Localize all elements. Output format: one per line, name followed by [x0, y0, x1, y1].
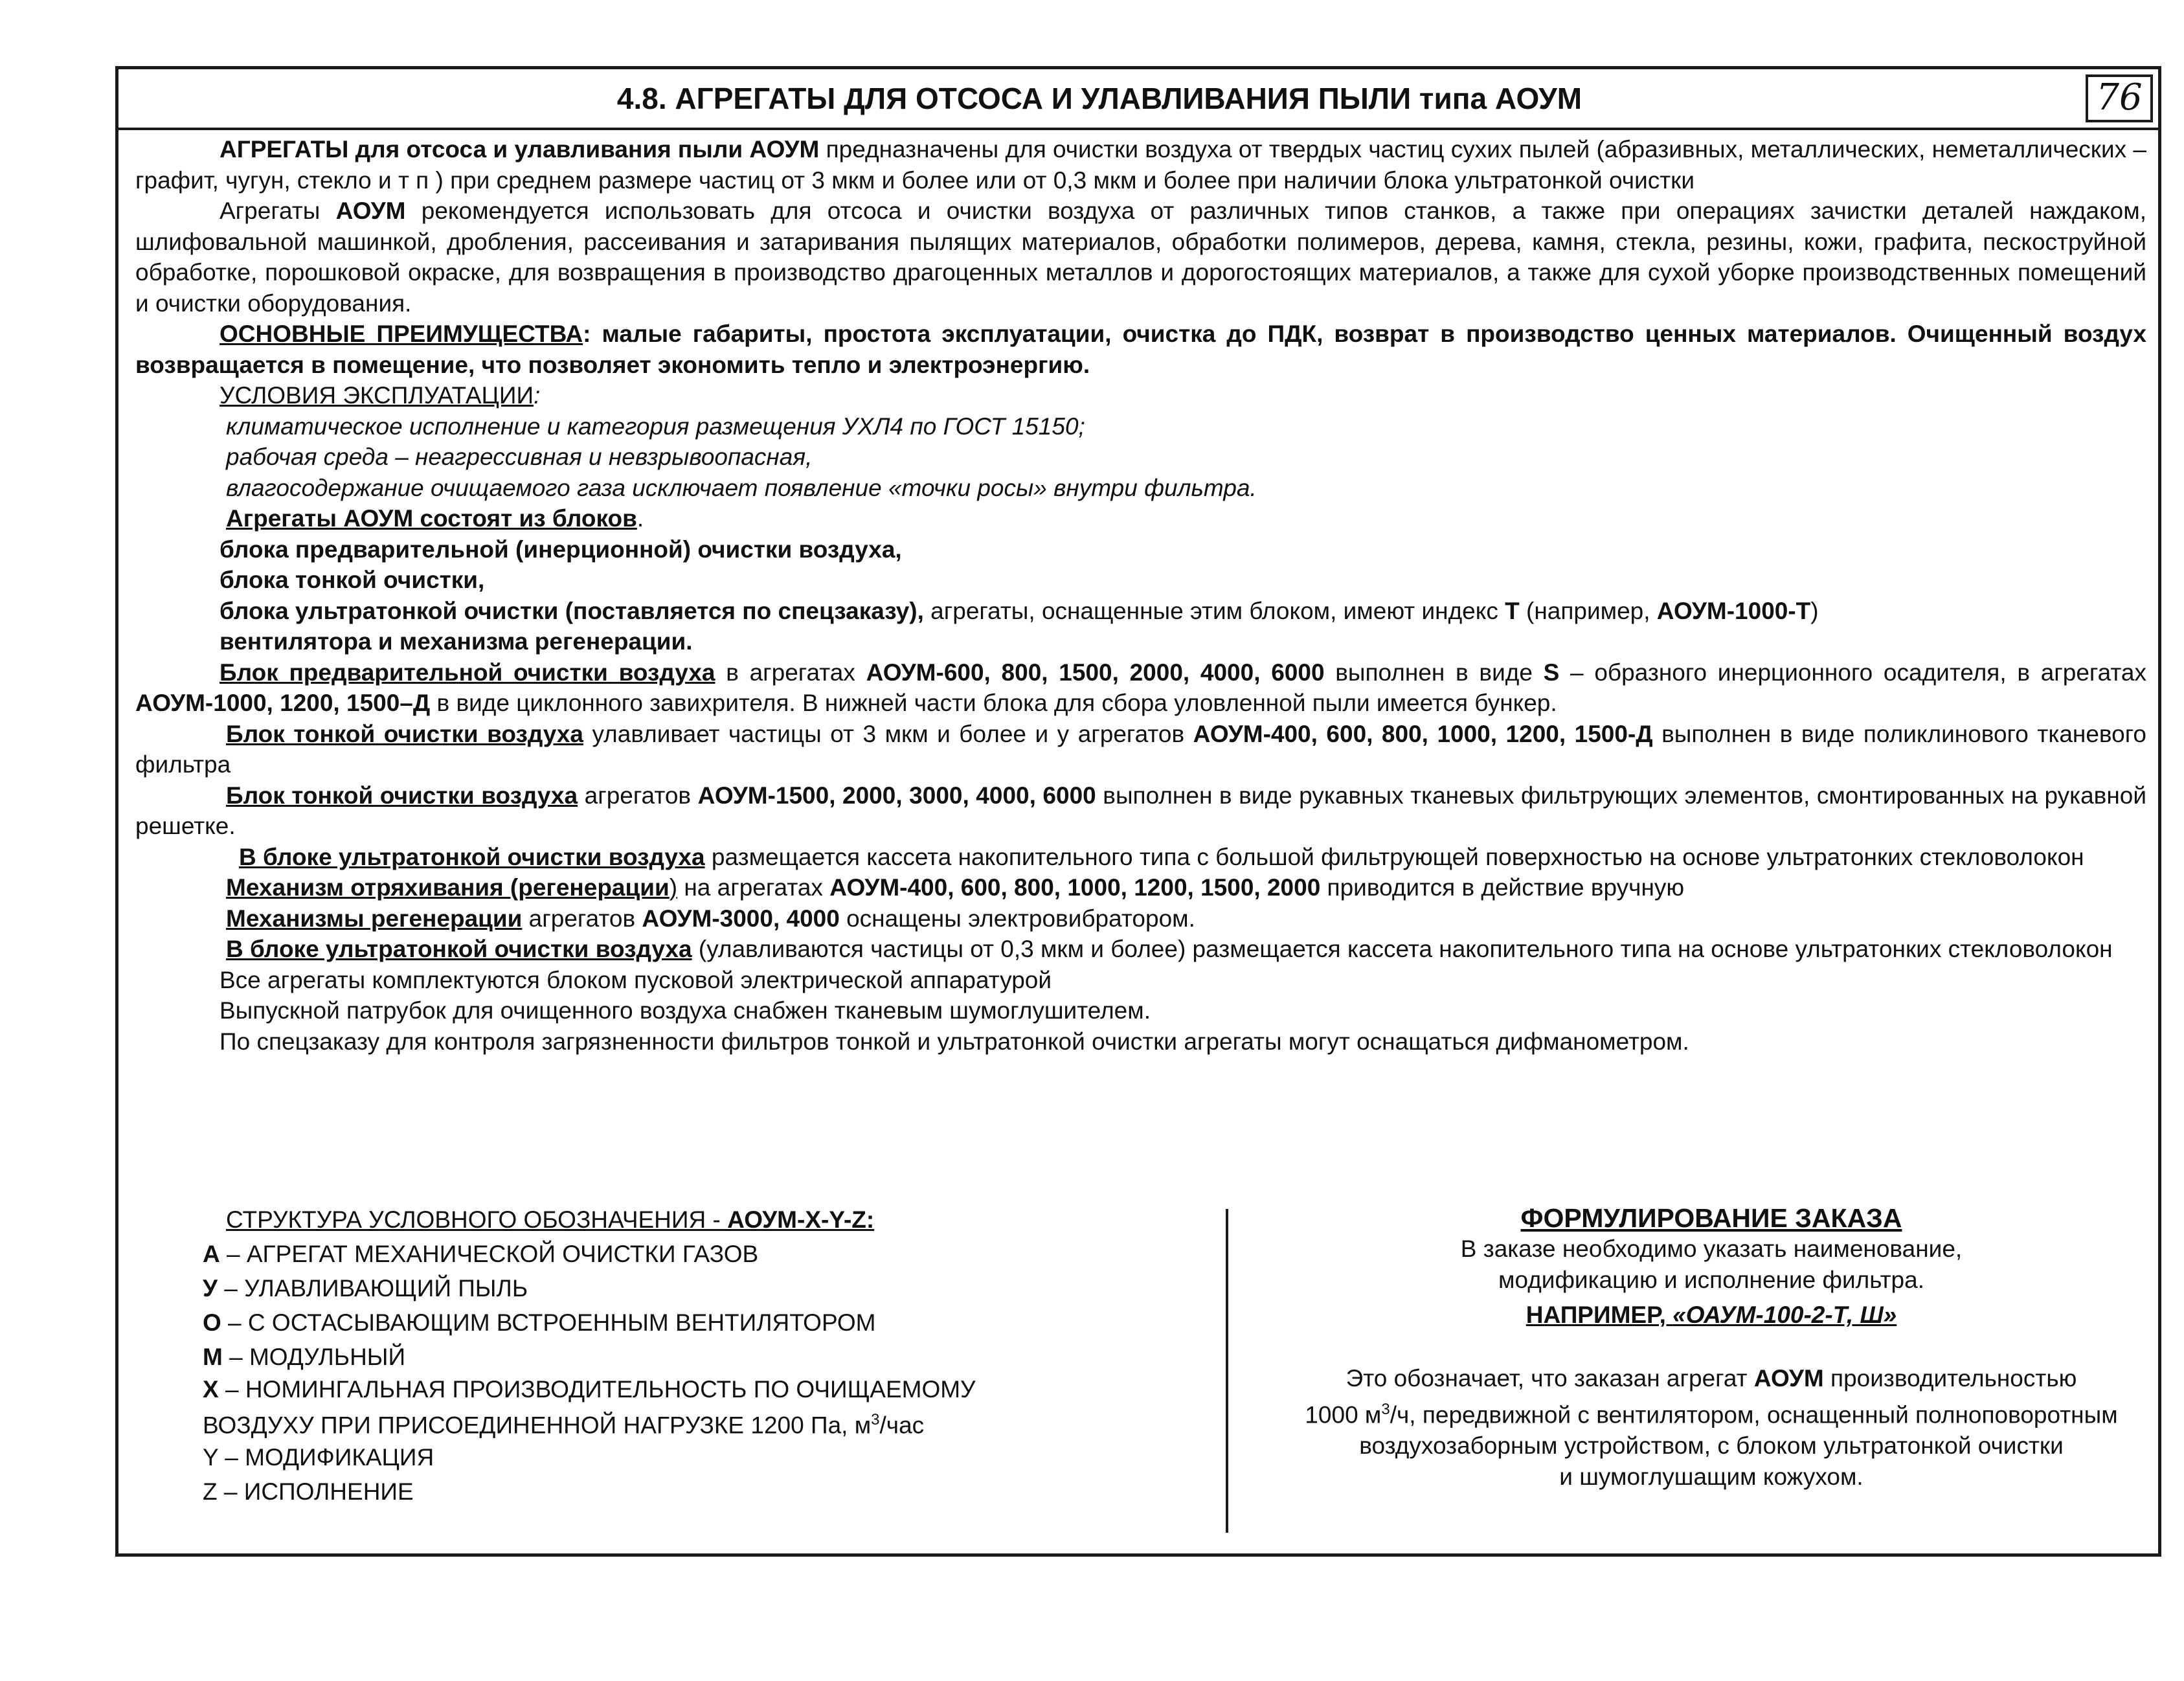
structure-key: О: [203, 1309, 221, 1336]
ultra-paren: (например,: [1519, 597, 1657, 624]
structure-text: – С ОСТАСЫВАЮЩИМ ВСТРОЕННЫМ ВЕНТИЛЯТОРОМ: [221, 1309, 876, 1336]
pre-t1: в агрегатах: [715, 659, 866, 686]
order-title: ФОРМУЛИРОВАНИЕ ЗАКАЗА: [1520, 1203, 1902, 1233]
advantages-text: : малые габариты, простота эксплуатации, очистка до ПДК, возврат в производство ценных материалов. Очищенный воздух возвращается в помещение, что позволяет экономить тепло и электроэнергию.: [135, 321, 2146, 378]
fine2-label: Блок тонкой очистки воздуха: [226, 782, 578, 809]
advantages-paragraph: [135, 319, 2146, 380]
structure-key: X: [203, 1376, 219, 1403]
blocks-title-text: Агрегаты АОУМ состоят из блоков: [226, 505, 637, 532]
ultra-bold: блока ультратонкой очистки (поставляется по спецзаказу),: [220, 597, 924, 624]
pre-s: S: [1543, 659, 1560, 686]
block-item: блока тонкой очистки,: [220, 567, 485, 593]
regen-models: АОУМ-3000, 4000: [642, 905, 840, 932]
fine-cleaning-paragraph-1: [135, 719, 2146, 780]
structure-text: – ИСПОЛНЕНИЕ: [217, 1478, 414, 1506]
fine-cleaning-paragraph-2: [135, 780, 2146, 842]
intro2-text: рекомендуется использовать для отсоса и очистки воздуха от различных типов станков, а также при операциях зачистки деталей наждаком, шлифовальной машинкой, дробления, рассеивания и затаривания пылящих материалов, обработки полимеров, дерева, камня, стекла, резины, кожи, графита, пескоструйной обработке, порошковой окраске, для возвращения в производство драгоценных металлов и дорогостоящих материалов, а также для сухой уборке производственных помещений и очистки оборудования.: [135, 197, 2146, 317]
ultra1-label: В блоке ультратонкой очистки воздуха: [239, 843, 705, 870]
ultra-cleaning-paragraph-2: [135, 934, 2146, 965]
page-number: 76: [2086, 74, 2153, 122]
structure-x-line2: ВОЗДУХУ ПРИ ПРИСОЕДИНЕННОЙ НАГРУЗКЕ 1200 Па, м: [203, 1412, 872, 1439]
structure-item-y: [203, 1440, 1174, 1474]
structure-item: [203, 1305, 1174, 1340]
shake-label: Механизм отряхивания (регенерации: [226, 874, 670, 901]
order-line: В заказе необходимо указать наименование,: [1460, 1235, 1963, 1262]
fine2-t2: выполнен в виде рукавных тканевых фильтрующих элементов, смонтированных на рукавной решетке.: [135, 782, 2147, 839]
special-order-line: По спецзаказу для контроля загрязненности фильтров тонкой и ультратонкой очистки агрегаты могут оснащаться дифманометром.: [220, 1028, 1689, 1055]
blocks-title-end: .: [636, 505, 644, 532]
structure-text: – МОДИФИКАЦИЯ: [218, 1444, 434, 1471]
structure-item-z: [203, 1474, 1174, 1509]
section-divider: [1226, 1209, 1228, 1533]
pre-label: Блок предварительной очистки воздуха: [220, 659, 715, 686]
fine2-t1: агрегатов: [578, 782, 698, 809]
exp-sup: 3: [1381, 1401, 1390, 1418]
intro2-bold: АОУМ: [335, 197, 406, 224]
pre-models-2: АОУМ-1000, 1200, 1500–Д: [135, 690, 431, 716]
ultra-example: АОУМ-1000-Т: [1656, 597, 1811, 624]
structure-key: А: [203, 1241, 220, 1267]
shake-close: ): [669, 874, 678, 901]
shaking-mechanism-line: [135, 872, 2146, 903]
intro-bold: АГРЕГАТЫ для отсоса и улавливания пыли АОУМ: [220, 136, 820, 163]
shake-models: АОУМ-400, 600, 800, 1000, 1200, 1500, 2000: [829, 874, 1321, 901]
pre-t3: – образного инерционного осадителя, в агрегатах: [1559, 659, 2146, 686]
equipment-line: Все агрегаты комплектуются блоком пусковой электрической аппаратурой: [220, 966, 1052, 993]
structure-text: – МОДУЛЬНЫЙ: [222, 1344, 406, 1370]
intro-paragraph-2: [135, 196, 2146, 319]
ultra-index: Т: [1505, 597, 1520, 624]
structure-key: У: [203, 1275, 218, 1302]
structure-x-line1: – НОМИНГАЛЬНАЯ ПРОИЗВОДИТЕЛЬНОСТЬ ПО ОЧИЩАЕМОМУ: [218, 1376, 976, 1403]
structure-key: Z: [203, 1478, 218, 1506]
structure-text: – АГРЕГАТ МЕХАНИЧЕСКОЙ ОЧИСТКИ ГАЗОВ: [220, 1241, 759, 1267]
title-bar: [118, 69, 2158, 130]
condition-item: влагосодержание очищаемого газа исключает появление «точки росы» внутри фильтра.: [226, 474, 1257, 501]
document-frame: [115, 66, 2161, 1557]
regen-t1: агрегатов: [522, 905, 642, 932]
structure-key: Y: [203, 1444, 219, 1471]
advantages-label: ОСНОВНЫЕ ПРЕИМУЩЕСТВА: [220, 321, 583, 347]
structure-x-sup: 3: [871, 1411, 880, 1428]
intro2-pre: Агрегаты: [220, 197, 336, 224]
example-label: НАПРИМЕР,: [1525, 1302, 1673, 1328]
order-line: модификацию и исполнение фильтра.: [1498, 1267, 1924, 1293]
exp-bold: АОУМ: [1753, 1365, 1824, 1392]
pre-models-1: АОУМ-600, 800, 1500, 2000, 4000, 6000: [866, 659, 1325, 686]
fine1-t1: улавливает частицы от 3 мкм и более и у агрегатов: [583, 720, 1193, 747]
ultra2-text: (улавливаются частицы от 0,3 мкм и более) размещается кассета накопительного типа на основе ультратонких стекловолокон: [692, 936, 2113, 962]
intro-text: предназначены для очистки воздуха от твердых частиц сухих пылей (абразивных, металлических, неметаллических – графит, чугун, стекло и т п ) при среднем размере частиц от 3 мкм и более или от 0,3 мкм и более при наличии блока ультратонкой очистки: [135, 136, 2146, 194]
order-example: [1271, 1300, 2152, 1331]
exp-t2: производительностью: [1823, 1365, 2077, 1392]
structure-title-text: СТРУКТУРА УСЛОВНОГО ОБОЗНАЧЕНИЯ -: [226, 1206, 728, 1233]
structure-item: [203, 1237, 1174, 1271]
pre-t2: выполнен в виде: [1324, 659, 1544, 686]
fine1-t2: выполнен в виде поликлинового тканевого фильтра: [135, 720, 2146, 778]
structure-title: [203, 1202, 1174, 1237]
structure-code: АОУМ-X-Y-Z:: [727, 1206, 875, 1233]
exp-l4: и шумоглушащим кожухом.: [1559, 1463, 1863, 1491]
pre-cleaning-paragraph: [135, 657, 2146, 719]
block-item: блока предварительной (инерционной) очистки воздуха,: [220, 536, 902, 563]
exp-l3: воздухозаборным устройством, с блоком ультратонкой очистки: [1359, 1432, 2064, 1460]
condition-item: климатическое исполнение и категория размещения УХЛ4 по ГОСТ 15150;: [226, 412, 1085, 440]
order-section: [1271, 1202, 2152, 1493]
regen-label: Механизмы регенерации: [226, 905, 523, 932]
shake-t1: на агрегатах: [677, 874, 830, 901]
shake-t2: приводится в действие вручную: [1320, 874, 1685, 901]
pre-t4: в виде циклонного завихрителя. В нижней части блока для сбора уловленной пыли имеется бункер.: [430, 690, 1557, 716]
structure-x-unit: /час: [879, 1412, 925, 1439]
ultra2-label: В блоке ультратонкой очистки воздуха: [226, 936, 692, 962]
body-text: [135, 134, 2146, 1057]
conditions-title: [135, 380, 2146, 411]
ultra-cleaning-paragraph-1: [135, 842, 2146, 873]
ultra-text: агрегаты, оснащенные этим блоком, имеют индекс: [923, 597, 1505, 624]
structure-item: [203, 1340, 1174, 1374]
structure-item-x: [203, 1374, 1174, 1440]
condition-item: рабочая среда – неагрессивная и невзрывоопасная,: [226, 444, 813, 470]
blocks-title: [135, 503, 2146, 534]
exp-l2b: /ч, передвижной с вентилятором, оснащенный полноповоротным: [1390, 1401, 2118, 1428]
regeneration-line: [135, 903, 2146, 934]
regen-t2: оснащены электровибратором.: [839, 905, 1195, 932]
intro-paragraph-1: [135, 134, 2146, 196]
conditions-colon: :: [534, 382, 541, 409]
ultra1-text: размещается кассета накопительного типа с большой фильтрующей поверхностью на основе ультратонких стекловолокон: [704, 843, 2084, 870]
outlet-line: Выпускной патрубок для очищенного воздуха снабжен тканевым шумоглушителем.: [220, 997, 1151, 1024]
ultra-close: ): [1810, 597, 1819, 624]
example-code: «ОАУМ-100-2-Т, Ш»: [1672, 1302, 1897, 1328]
exp-l2a: 1000 м: [1305, 1401, 1382, 1428]
structure-item: [203, 1271, 1174, 1305]
fine2-models: АОУМ-1500, 2000, 3000, 4000, 6000: [697, 782, 1096, 809]
document-title: 4.8. АГРЕГАТЫ ДЛЯ ОТСОСА И УЛАВЛИВАНИЯ ПЫЛИ типа АОУМ: [616, 82, 1582, 115]
block-item-ultra: [135, 596, 2146, 627]
conditions-title-text: УСЛОВИЯ ЭКСПЛУАТАЦИИ: [220, 382, 534, 409]
order-explanation: [1271, 1363, 2152, 1493]
structure-text: – УЛАВЛИВАЮЩИЙ ПЫЛЬ: [218, 1275, 528, 1302]
exp-t1: Это обозначает, что заказан агрегат: [1345, 1365, 1754, 1392]
fine1-label: Блок тонкой очистки воздуха: [226, 720, 583, 747]
structure-key: М: [203, 1344, 223, 1370]
fine1-models: АОУМ-400, 600, 800, 1000, 1200, 1500-Д: [1193, 720, 1653, 747]
structure-section: [203, 1202, 1174, 1509]
block-item-fan: вентилятора и механизма регенерации.: [220, 628, 693, 655]
